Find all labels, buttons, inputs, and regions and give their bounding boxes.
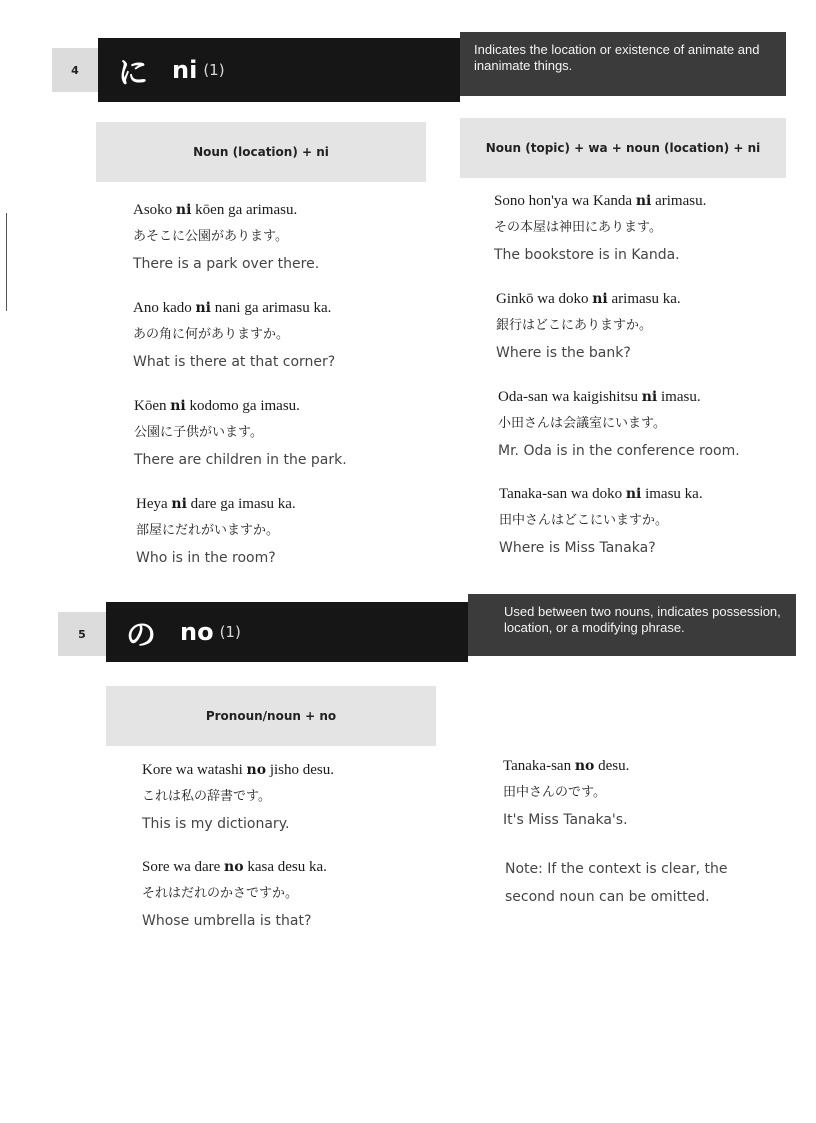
particle-highlight: ni — [635, 193, 652, 209]
japanese-sentence: あの角に何がありますか。 — [133, 327, 290, 342]
section-description — [460, 32, 786, 96]
english-translation: Whose umbrella is that? — [142, 913, 312, 929]
pattern-label-box — [460, 118, 786, 178]
example-sentence — [498, 388, 798, 460]
example-sentence — [134, 397, 434, 469]
japanese-sentence: 銀行はどこにありますか。 — [496, 318, 653, 333]
japanese-sentence: 公園に子供がいます。 — [134, 425, 263, 440]
romaji-sentence: Asoko ni kōen ga arimasu. — [133, 202, 298, 218]
romaji-sentence: Tanaka-san no desu. — [503, 758, 630, 774]
english-translation: Mr. Oda is in the conference room. — [498, 443, 740, 459]
english-translation: There are children in the park. — [134, 452, 347, 468]
particle-kana: に — [118, 56, 148, 91]
pattern-label-box — [96, 122, 426, 182]
lesson-number: (1) — [203, 61, 225, 79]
romaji-sentence: Sore wa dare no kasa desu ka. — [142, 859, 327, 875]
section-number: 4 — [71, 63, 79, 77]
particle-highlight: ni — [592, 291, 608, 307]
japanese-sentence: あそこに公園があります。 — [133, 229, 288, 244]
english-translation: The bookstore is in Kanda. — [494, 247, 680, 263]
romaji-sentence: Kōen ni kodomo ga imasu. — [134, 398, 300, 414]
particle-highlight: no — [246, 762, 267, 778]
romaji-sentence: Sono hon'ya wa Kanda ni arimasu. — [494, 193, 707, 209]
particle-kana: の — [126, 618, 156, 653]
english-translation: Where is Miss Tanaka? — [499, 540, 656, 556]
particle-highlight: ni — [195, 300, 211, 316]
usage-note: Note: If the context is clear, the second noun can be omitted. — [505, 861, 728, 905]
romaji-sentence: Oda-san wa kaigishitsu ni imasu. — [498, 389, 701, 405]
english-translation: It's Miss Tanaka's. — [503, 812, 628, 828]
section-number-box — [52, 48, 98, 92]
japanese-sentence: それはだれのかさですか。 — [142, 886, 299, 901]
english-translation: There is a park over there. — [133, 256, 320, 272]
japanese-sentence: 田中さんのです。 — [503, 785, 606, 800]
example-sentence — [496, 290, 796, 362]
section-number: 5 — [78, 627, 86, 641]
particle-highlight: ni — [170, 398, 186, 414]
english-translation: Where is the bank? — [496, 345, 631, 361]
example-sentence — [499, 485, 799, 557]
japanese-sentence: 部屋にだれがいますか。 — [136, 523, 280, 538]
romaji-sentence: Tanaka-san wa doko ni imasu ka. — [499, 486, 703, 502]
section-number-box — [58, 612, 106, 656]
japanese-sentence: これは私の辞書です。 — [142, 789, 271, 804]
margin-line — [6, 213, 7, 311]
section-title-band — [106, 602, 468, 662]
japanese-sentence: 小田さんは会議室にいます。 — [498, 416, 666, 431]
romaji-sentence: Ano kado ni nani ga arimasu ka. — [133, 300, 332, 316]
pattern-label: Pronoun/noun + no — [205, 709, 337, 723]
example-sentence — [133, 201, 433, 273]
romaji-sentence: Heya ni dare ga imasu ka. — [136, 496, 296, 512]
japanese-sentence: 田中さんはどこにいますか。 — [499, 513, 669, 528]
description-text: Indicates the location or existence of animate and inanimate things. — [474, 42, 760, 73]
particle-highlight: ni — [175, 202, 192, 218]
example-sentence — [136, 495, 436, 567]
pattern-label: Noun (location) + ni — [193, 145, 329, 159]
particle-highlight: ni — [625, 486, 642, 502]
english-translation: What is there at that corner? — [133, 354, 336, 370]
romaji-sentence: Kore wa watashi no jisho desu. — [142, 762, 334, 778]
example-sentence — [133, 299, 433, 371]
japanese-sentence: その本屋は神田にあります。 — [494, 220, 662, 235]
section-title-band — [98, 38, 460, 102]
english-translation: This is my dictionary. — [142, 816, 290, 832]
example-sentence — [503, 757, 803, 829]
section-description — [468, 594, 796, 656]
particle-romaji: no — [180, 618, 214, 646]
particle-highlight: no — [224, 859, 244, 875]
lesson-number: (1) — [219, 623, 241, 641]
description-text: Used between two nouns, indicates possession, location, or a modifying phrase. — [504, 604, 781, 635]
example-sentence — [142, 761, 442, 833]
particle-highlight: ni — [171, 496, 187, 512]
particle-highlight: no — [574, 758, 595, 774]
english-translation: Who is in the room? — [136, 550, 276, 566]
particle-highlight: ni — [641, 389, 658, 405]
pattern-label: Noun (topic) + wa + noun (location) + ni — [485, 141, 761, 155]
romaji-sentence: Ginkō wa doko ni arimasu ka. — [496, 291, 681, 307]
pattern-label-box — [106, 686, 436, 746]
example-sentence — [494, 192, 794, 264]
example-sentence — [142, 858, 442, 930]
particle-romaji: ni — [172, 56, 198, 84]
